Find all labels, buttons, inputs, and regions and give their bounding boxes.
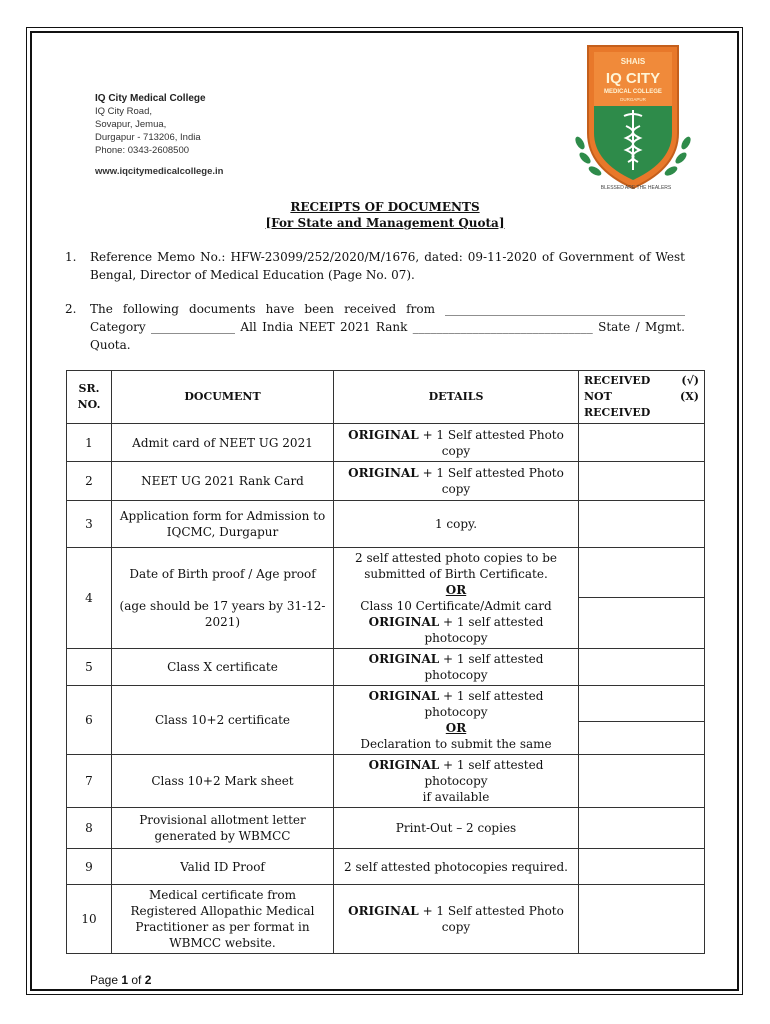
details-line-2: if available [422, 790, 490, 804]
footer-current-page: 1 [121, 973, 129, 987]
details-text: + 1 Self attested Photo copy [418, 427, 564, 458]
details-text: + 1 Self attested Photo copy [418, 466, 564, 496]
document-title [0, 199, 770, 231]
logo-place-text: DURGAPUR [620, 97, 646, 102]
received-checkbox-cell[interactable] [579, 424, 705, 462]
details-bold: ORIGINAL [348, 427, 419, 442]
header-details: DETAILS [334, 371, 579, 424]
website: www.iqcitymedicalcollege.in [95, 166, 224, 177]
row-details: 1 copy. [334, 501, 579, 548]
details-bold: ORIGINAL [348, 904, 419, 918]
details-bold: ORIGINAL [368, 615, 440, 629]
paragraph-2-number: 2. [65, 302, 77, 316]
paragraph-2-text: The following documents have been received from ________________________________________ Category ______________ All India NEET 2021 Rank ______________________________ State / Mgmt. Quota. [90, 302, 685, 352]
table-row [67, 548, 705, 649]
row-document: Valid ID Proof [112, 849, 334, 885]
address-line-1: IQ City Road, [95, 106, 153, 117]
table-row [67, 424, 705, 462]
table-row [67, 755, 705, 808]
details-line-1: 2 self attested photo copies to be submitted of Birth Certificate. [355, 551, 557, 581]
table-row [67, 686, 705, 755]
received-checkbox-cell[interactable] [579, 808, 705, 849]
row-details [334, 548, 579, 649]
details-text: + 1 Self attested Photo copy [418, 904, 564, 934]
college-logo [568, 38, 698, 198]
details-text: + 1 self attested photocopy [424, 615, 544, 645]
row-sr: 5 [67, 649, 112, 686]
row-details [334, 885, 579, 954]
row-sr: 4 [67, 548, 112, 649]
row-document: Class 10+2 Mark sheet [112, 755, 334, 808]
document-line-1: Date of Birth proof / Age proof [129, 567, 316, 581]
row-details: Print-Out – 2 copies [334, 808, 579, 849]
row-details [334, 686, 579, 755]
table-row [67, 501, 705, 548]
received-checkbox-cell[interactable] [579, 849, 705, 885]
row-sr: 8 [67, 808, 112, 849]
details-or: OR [445, 721, 467, 735]
document-line-2: (age should be 17 years by 31-12-2021) [119, 599, 326, 629]
row-details [334, 462, 579, 501]
row-document: Class 10+2 certificate [112, 686, 334, 755]
row-document: Class X certificate [112, 649, 334, 686]
received-checkbox-cell[interactable] [579, 755, 705, 808]
header-document: DOCUMENT [112, 371, 334, 424]
title-line-2: [For State and Management Quota] [265, 216, 505, 230]
logo-top-text: SHAIS [620, 57, 646, 66]
row-document: Application form for Admission to IQCMC, Durgapur [112, 501, 334, 548]
row-details: 2 self attested photocopies required. [334, 849, 579, 885]
received-checkbox-cell[interactable] [579, 649, 705, 686]
footer-mid: of [128, 973, 145, 987]
logo-sub-text: MEDICAL COLLEGE [604, 89, 662, 95]
table-row [67, 462, 705, 501]
college-name: IQ City Medical College [95, 93, 206, 104]
footer-prefix: Page [90, 973, 122, 987]
details-text: + 1 self attested photocopy [424, 652, 544, 682]
phone: Phone: 0343-2608500 [95, 145, 190, 156]
table-header-row [67, 371, 705, 424]
details-text: + 1 self attested photocopy [424, 689, 544, 719]
letterhead [95, 92, 223, 178]
paragraph-1 [65, 248, 685, 284]
row-sr: 1 [67, 424, 112, 462]
received-checkbox-cell[interactable] [579, 686, 705, 755]
details-line-2: Class 10 Certificate/Admit card [360, 599, 552, 613]
details-text: + 1 self attested photocopy [424, 758, 544, 788]
row-document: Admit card of NEET UG 2021 [112, 424, 334, 462]
row-details [334, 649, 579, 686]
received-checkbox-cell[interactable] [579, 501, 705, 548]
details-bold: ORIGINAL [368, 652, 440, 666]
received-checkbox-cell[interactable] [579, 885, 705, 954]
row-sr: 3 [67, 501, 112, 548]
page-footer [90, 973, 151, 987]
title-line-1: RECEIPTS OF DOCUMENTS [290, 200, 480, 214]
details-line-2: Declaration to submit the same [360, 737, 552, 751]
paragraph-1-number: 1. [65, 250, 77, 264]
received-checkbox-cell[interactable] [579, 462, 705, 501]
row-document: Provisional allotment letter generated by WBMCC [112, 808, 334, 849]
logo-name-text: IQ CITY [605, 70, 661, 87]
row-sr: 2 [67, 462, 112, 501]
row-sr: 10 [67, 885, 112, 954]
footer-total-pages: 2 [144, 973, 152, 987]
row-details [334, 755, 579, 808]
paragraph-1-text: Reference Memo No.: HFW-23099/252/2020/M/1676, dated: 09-11-2020 of Government of West Bengal, Director of Medical Education (Page No. 07). [90, 250, 685, 282]
details-bold: ORIGINAL [368, 758, 440, 772]
row-sr: 7 [67, 755, 112, 808]
logo-motto-text: BLESSED ARE THE HEALERS [600, 185, 672, 191]
header-received [579, 371, 705, 424]
row-document [112, 548, 334, 649]
table-row [67, 649, 705, 686]
row-sr: 6 [67, 686, 112, 755]
table-row [67, 885, 705, 954]
header-received-mark: (√) [681, 374, 699, 387]
table-row [67, 808, 705, 849]
header-not-received-label: NOT RECEIVED [584, 390, 651, 419]
header-sr-no: SR. NO. [67, 371, 112, 424]
row-sr: 9 [67, 849, 112, 885]
received-checkbox-cell[interactable] [579, 548, 705, 649]
table-row [67, 849, 705, 885]
details-bold: ORIGINAL [368, 689, 440, 703]
address-line-2: Sovapur, Jemua, [95, 119, 167, 130]
row-document: Medical certificate from Registered Allopathic Medical Practitioner as per format in WBMCC website. [112, 885, 334, 954]
row-document: NEET UG 2021 Rank Card [112, 462, 334, 501]
documents-table [66, 370, 705, 954]
header-received-label: RECEIVED [584, 374, 651, 387]
header-not-received-mark: (X) [680, 390, 699, 403]
address-line-3: Durgapur - 713206, India [95, 132, 201, 143]
details-bold: ORIGINAL [348, 466, 419, 480]
row-details [334, 424, 579, 462]
details-or: OR [445, 583, 467, 597]
paragraph-2 [65, 300, 685, 354]
